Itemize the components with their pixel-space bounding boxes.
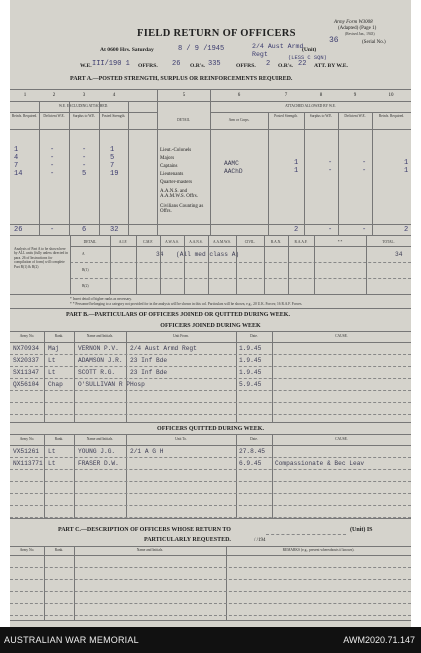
- analysis-row-label: A: [82, 252, 85, 256]
- form-number: Army Form W3008: [334, 20, 373, 25]
- name-cell: YOUNG J.G.: [78, 448, 116, 455]
- column-number: 8: [319, 93, 323, 98]
- analysis-header: A.A.N.S.: [189, 240, 203, 244]
- date-cell: 1.9.45: [239, 345, 262, 352]
- unit-name: 2/4 Aust Armd Regt: [252, 43, 304, 58]
- total-left-cell: 26: [14, 226, 23, 234]
- attached-cell: -: [362, 167, 367, 175]
- date-cell: 1.9.45: [239, 369, 262, 376]
- total-left-cell: 32: [110, 226, 119, 234]
- strength-cell: -: [82, 146, 87, 154]
- totals-right: [268, 226, 411, 234]
- strength-cell: -: [50, 170, 55, 178]
- rank-label: Civilians Counting as Offrs.: [160, 204, 204, 215]
- serial-number: 36: [329, 36, 339, 45]
- name-cell: FRASER D.W.: [78, 460, 119, 467]
- part-c-col-header: Name and Initials.: [136, 548, 164, 552]
- offrs2-label: OFFRS.: [236, 63, 256, 69]
- table-col-header: CAUSE.: [335, 437, 348, 441]
- name-cell: O'SULLIVAN R P: [78, 381, 130, 388]
- table-col-header: Unit From.: [173, 334, 189, 338]
- analysis-header: DETAIL: [83, 240, 97, 244]
- rank-label: Captains: [160, 164, 178, 169]
- analysis-header: A.W.A.S.: [165, 240, 179, 244]
- analysis-header: A.I.F.: [118, 240, 128, 244]
- date-cell: 6.9.45: [239, 460, 262, 467]
- unit-label: (Unit): [302, 47, 317, 53]
- table-col-header: Rank.: [54, 437, 64, 441]
- analysis-header: TOTAL.: [382, 240, 395, 244]
- ors-value: 335: [208, 60, 221, 68]
- strength-cell: -: [50, 146, 55, 154]
- arm-corps-cell: AAMC: [224, 160, 239, 167]
- strength-cell: 1: [14, 146, 19, 154]
- offrs-value: 26: [172, 60, 181, 68]
- total-right-cell: -: [328, 226, 333, 234]
- table-col-header: Date.: [250, 437, 258, 441]
- column-number: 2: [52, 93, 56, 98]
- sub-header-right: Posted Strength.: [274, 114, 298, 118]
- form-revised: (Revised Jan., 1943): [345, 32, 375, 36]
- part-c-unit-label: (Unit) IS: [350, 527, 373, 533]
- table-col-header: CAUSE.: [335, 334, 348, 338]
- rank-cell: Lt: [48, 448, 56, 455]
- field-return-form: [10, 0, 411, 627]
- part-c-col-header: Rank.: [54, 548, 64, 552]
- at-hours-label: At 0600 Hrs. Saturday: [100, 47, 154, 53]
- date-cell: 27.8.45: [239, 448, 265, 455]
- part-c-header-row: [10, 547, 411, 555]
- army-number-cell: SX20337: [13, 357, 39, 364]
- total-right-cell: -: [362, 226, 367, 234]
- we-label: W.E.: [80, 63, 92, 69]
- unit-cell: 23 Inf Bde: [130, 369, 168, 376]
- strength-cell: -: [50, 154, 55, 162]
- army-number-cell: VX51261: [13, 448, 39, 455]
- rank-label: A.A.N.S. and A.A.M.W.S. Offrs.: [160, 189, 198, 200]
- footer-institution: AUSTRALIAN WAR MEMORIAL: [4, 635, 139, 645]
- joined-heading: OFFICERS JOINED DURING WEEK: [160, 323, 261, 329]
- quitted-header-row: [10, 436, 411, 444]
- joined-header-row: [10, 333, 411, 341]
- offrs-label: OFFRS.: [138, 63, 158, 69]
- att-label: ATT. BY W.E.: [314, 63, 348, 69]
- strength-cell: 14: [14, 170, 23, 178]
- strength-cell: 1: [110, 146, 115, 154]
- column-number: 6: [237, 93, 241, 98]
- army-number-cell: SX11347: [13, 369, 39, 376]
- unit-cell: 23 Inf Bde: [130, 357, 168, 364]
- name-cell: SCOTT R.G.: [78, 369, 116, 376]
- analysis-header: * *: [337, 240, 343, 244]
- rank-cell: Maj: [48, 345, 60, 352]
- attached-cell: -: [362, 159, 367, 167]
- totals-left: [10, 226, 157, 234]
- table-col-header: Name and Initials.: [86, 334, 114, 338]
- part-c-heading: PART C.—DESCRIPTION OF OFFICERS WHOSE RETURN TO: [58, 527, 231, 533]
- strength-cell: 19: [110, 170, 119, 178]
- ors2-label: O.R's.: [278, 63, 293, 69]
- group-att-header: ATTACHED ALLOWED BY W.E.: [285, 104, 336, 108]
- rank-cell: Lt: [48, 369, 56, 376]
- sub-header-left: Reinfs. Required.: [11, 114, 38, 118]
- detail-header: DETAIL: [177, 118, 190, 122]
- return-date: 8 / 9 /1945: [178, 45, 225, 53]
- column-number: 10: [388, 93, 394, 98]
- name-cell: ADAMSON J.R.: [78, 357, 123, 364]
- column-number: 1: [23, 93, 27, 98]
- column-number: 7: [284, 93, 288, 98]
- unit-cell: 2/1 A G H: [130, 448, 164, 455]
- total-left-cell: -: [50, 226, 55, 234]
- table-col-header: Army No.: [19, 437, 35, 441]
- table-col-header: Name and Initials.: [86, 437, 114, 441]
- analysis-header-row: [70, 238, 411, 246]
- footnote-1: * Insert detail of higher ranks as necessary.: [70, 297, 132, 301]
- we-value: III/190 1: [92, 60, 130, 68]
- serial-label: (Serial No.): [362, 40, 386, 45]
- army-number-cell: NX70934: [13, 345, 39, 352]
- analysis-aif-value: 34: [156, 251, 164, 258]
- name-cell: VERNON P.V.: [78, 345, 119, 352]
- rank-label: Majors: [160, 156, 175, 161]
- column-number: 3: [82, 93, 86, 98]
- offrs2-value: 2: [266, 60, 271, 68]
- date-cell: 1.9.45: [239, 357, 262, 364]
- part-c-col-header: Army No.: [19, 548, 35, 552]
- strength-cell: -: [50, 162, 55, 170]
- date-cell: 5.9.45: [239, 381, 262, 388]
- sub-header-right: Surplus to W.E.: [309, 114, 333, 118]
- army-number-cell: NX113771: [13, 460, 43, 467]
- arm-corps-cell: AAChD: [224, 168, 243, 175]
- rank-cell: Lt: [48, 357, 56, 364]
- rank-list: [160, 148, 212, 228]
- part-a-heading: PART A.—POSTED STRENGTH, SURPLUS OR REINFORCEMENTS REQUIRED.: [70, 76, 293, 82]
- footnote-2: * * Personnel belonging to a category not provided for in the analysis will be shown in this col. Particulars will be shown, e.g., 20 U.K. Forces; 16 R.A.F. Forces.: [70, 302, 303, 306]
- attached-cell: 1: [404, 167, 409, 175]
- analysis-note: Analysis of Part A to be shown here by ALL units (fully unless directed in para. 26 of Instructions for compilation of form) will complete Part B(1) & B(2): [14, 247, 68, 269]
- strength-cell: 7: [110, 162, 115, 170]
- sub-header-right: Reinfs. Required.: [378, 114, 405, 118]
- part-c-col-header: REMARKS (e.g., present whereabouts if known).: [282, 548, 355, 552]
- archive-footer: [0, 627, 421, 653]
- part-a-left-values: [10, 148, 157, 188]
- arm-corps-header: Arm or Corps.: [228, 118, 250, 122]
- table-col-header: Unit To.: [175, 437, 187, 441]
- sub-header-left: Posted Strength.: [101, 114, 126, 118]
- sub-header-left: Deficient W.E.: [43, 114, 65, 118]
- analysis-row-label: B(1): [82, 268, 89, 272]
- analysis-header: CIVIL.: [244, 240, 256, 244]
- part-b-heading: PART B.—PARTICULARS OF OFFICERS JOINED OR QUITTED DURING WEEK.: [66, 312, 290, 318]
- attached-cell: 1: [294, 167, 299, 175]
- attached-cell: -: [328, 167, 333, 175]
- footer-accession: AWM2020.71.147: [343, 635, 415, 645]
- rank-label: Lieutenants: [160, 172, 184, 177]
- analysis-header: R.A.A.F.: [294, 240, 308, 244]
- quitted-heading: OFFICERS QUITTED DURING WEEK.: [157, 426, 264, 432]
- attached-cell: 1: [294, 159, 299, 167]
- rank-label: Quarter-masters: [160, 180, 193, 185]
- attached-cell: -: [328, 159, 333, 167]
- ors-label: O.R's.: [190, 63, 205, 69]
- sub-header-left: Surplus to W.E.: [72, 114, 96, 118]
- unit-cell: 2/4 Aust Armd Regt: [130, 345, 197, 352]
- table-col-header: Rank.: [54, 334, 64, 338]
- cause-cell: Compassionate & Bec Leav: [275, 460, 365, 467]
- sub-headers-right: [268, 114, 411, 128]
- part-c-heading-2: PARTICULARLY REQUESTED.: [144, 537, 231, 543]
- group-excl-header: W.E. EXCLUDING ATTACHED.: [58, 104, 109, 108]
- total-left-cell: 6: [82, 226, 87, 234]
- strength-cell: -: [82, 154, 87, 162]
- form-adapted: (Adapted) (Page 1): [338, 26, 377, 31]
- total-right-cell: 2: [404, 226, 409, 234]
- part-a-right-values: [210, 160, 411, 180]
- analysis-cmf-value: (All med class A): [176, 251, 240, 258]
- rank-cell: Chap: [48, 381, 63, 388]
- sub-headers-left: [10, 114, 157, 128]
- army-number-cell: QX56104: [13, 381, 39, 388]
- strength-cell: 5: [82, 170, 87, 178]
- rank-label: Lieut.-Colonels: [160, 148, 192, 153]
- attached-cell: 1: [404, 159, 409, 167]
- table-col-header: Date.: [250, 334, 258, 338]
- strength-cell: -: [82, 162, 87, 170]
- part-c-date-blank: / /194: [254, 538, 266, 543]
- analysis-header: R.A.N.: [270, 240, 282, 244]
- strength-cell: 7: [14, 162, 19, 170]
- analysis-total-value: 34: [395, 251, 403, 258]
- table-col-header: Army No.: [19, 334, 35, 338]
- analysis-row-label: B(2): [82, 284, 89, 288]
- total-right-cell: 2: [294, 226, 299, 234]
- page-title: FIELD RETURN OF OFFICERS: [137, 28, 296, 39]
- column-number: 4: [112, 93, 116, 98]
- rank-cell: Lt: [48, 460, 56, 467]
- column-number: 9: [353, 93, 357, 98]
- analysis-header: C.M.F.: [143, 240, 153, 244]
- unit-note: (LESS C SQN): [288, 55, 327, 61]
- strength-cell: 4: [14, 154, 19, 162]
- column-number: 5: [182, 93, 186, 98]
- sub-header-right: Deficient W.E.: [344, 114, 366, 118]
- ors2-value: 22: [298, 60, 307, 68]
- analysis-header: A.A.M.W.S.: [213, 240, 231, 244]
- analysis-row-labels: [70, 246, 110, 294]
- strength-cell: 5: [110, 154, 115, 162]
- unit-cell: Hosp: [130, 381, 145, 388]
